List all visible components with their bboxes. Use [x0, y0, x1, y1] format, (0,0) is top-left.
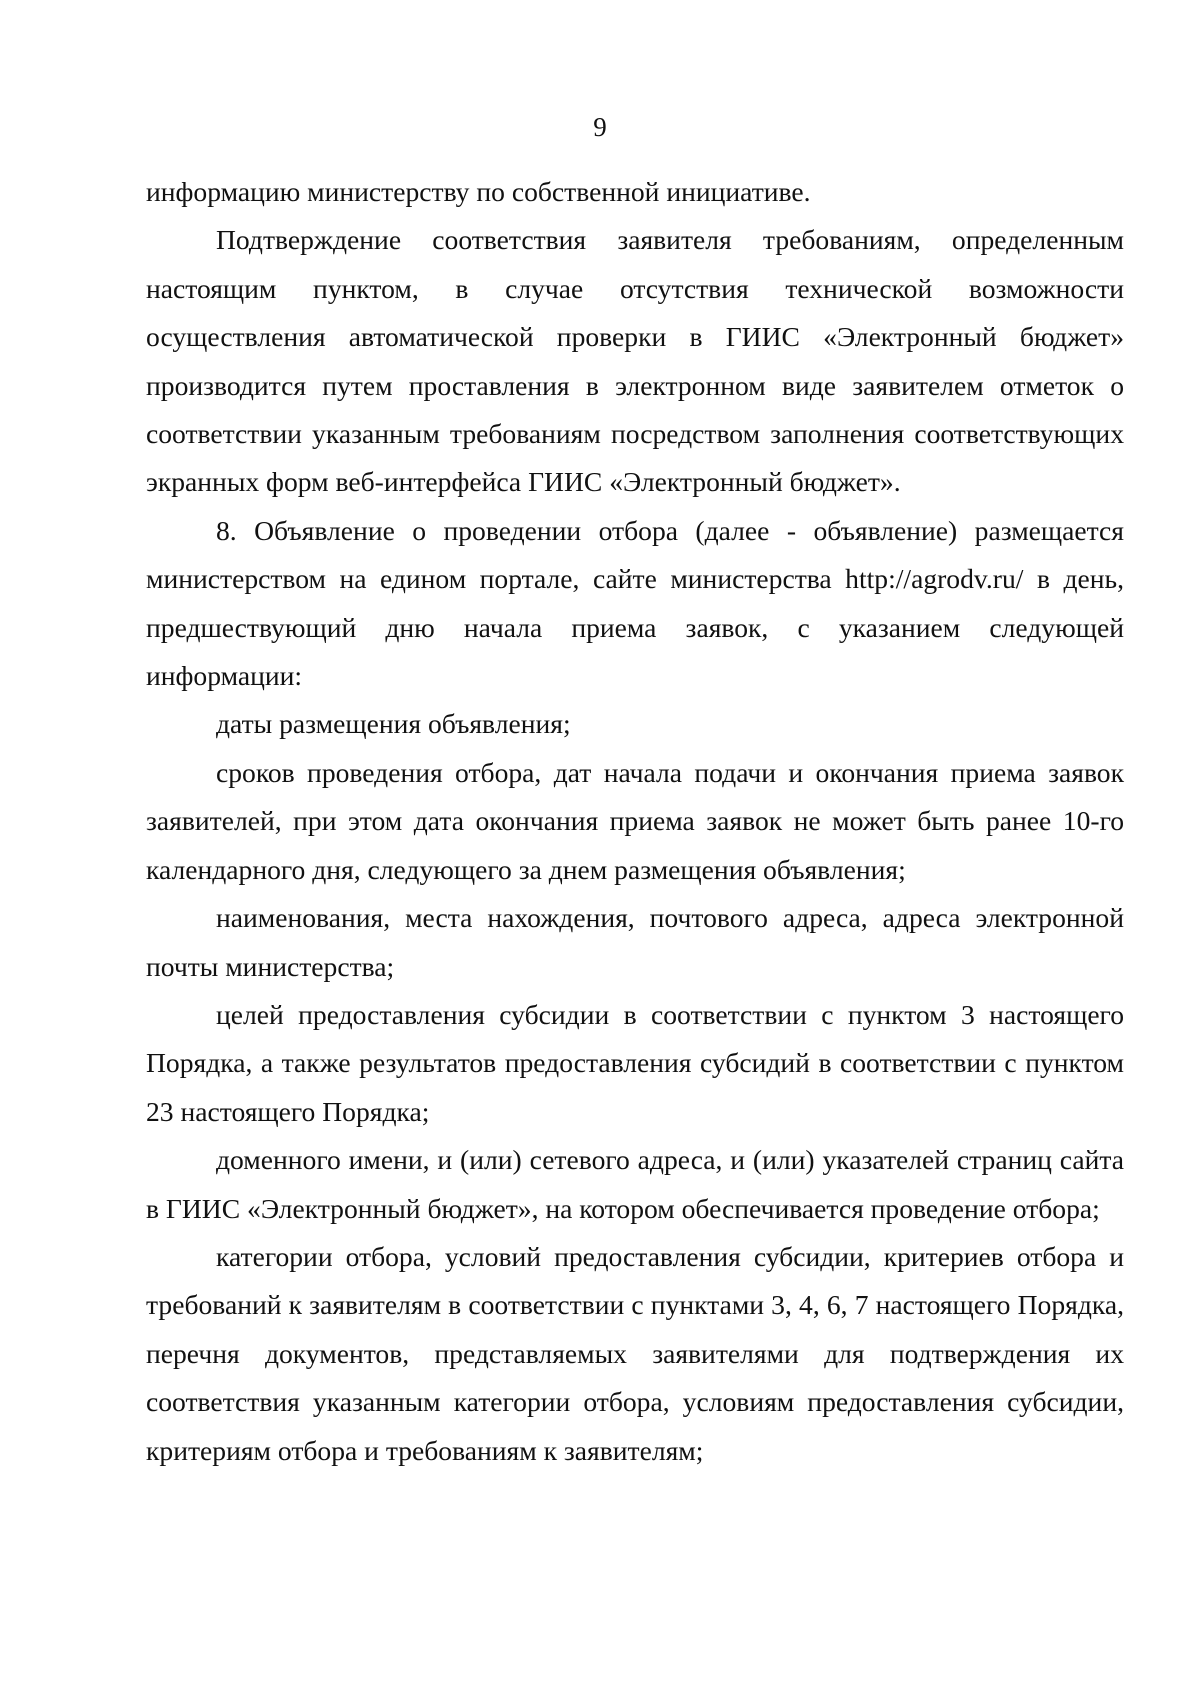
list-item-subsidy-goals: целей предоставления субсидии в соответствии с пунктом 3 настоящего Порядка, а также результатов предоставления субсидий в соответствии с пунктом 23 настоящего Порядка;	[146, 998, 1124, 1127]
list-item-publication-date: даты размещения объявления;	[216, 708, 571, 740]
document-body	[146, 168, 1124, 1475]
page-number: 9	[593, 112, 607, 142]
list-item-domain-name: доменного имени, и (или) сетевого адреса, и (или) указателей страниц сайта в ГИИС «Электронный бюджет», на котором обеспечивается проведение отбора;	[146, 1144, 1124, 1224]
list-item-selection-terms: сроков проведения отбора, дат начала подачи и окончания приема заявок заявителей, при этом дата окончания приема заявок не может быть ранее 10-го календарного дня, следующего за днем размещения объявления;	[146, 756, 1124, 885]
paragraph-continuation: информацию министерству по собственной инициативе.	[146, 176, 811, 207]
paragraph-confirmation: Подтверждение соответствия заявителя требованиям, определенным настоящим пунктом, в случае отсутствия технической возможности осуществления автоматической проверки в ГИИС «Электронный бюджет» производится путем проставления в электронном виде заявителем отметок о соответствии указанным требованиям посредством заполнения соответствующих экранных форм веб-интерфейса ГИИС «Электронный бюджет».	[146, 224, 1124, 498]
paragraph-item-8: 8. Объявление о проведении отбора (далее - объявление) размещается министерством на едином портале, сайте министерства http://agrodv.ru/ в день, предшествующий дню начала приема заявок, с указанием следующей информации:	[146, 514, 1124, 692]
list-item-ministry-contacts: наименования, места нахождения, почтового адреса, адреса электронной почты министерства;	[146, 902, 1124, 982]
list-item-selection-categories: категории отбора, условий предоставления субсидии, критериев отбора и требований к заявителям в соответствии с пунктами 3, 4, 6, 7 настоящего Порядка, перечня документов, представляемых заявителями для подтверждения их соответствия указанным категории отбора, условиям предоставления субсидии, критериям отбора и требованиям к заявителям;	[146, 1240, 1124, 1466]
